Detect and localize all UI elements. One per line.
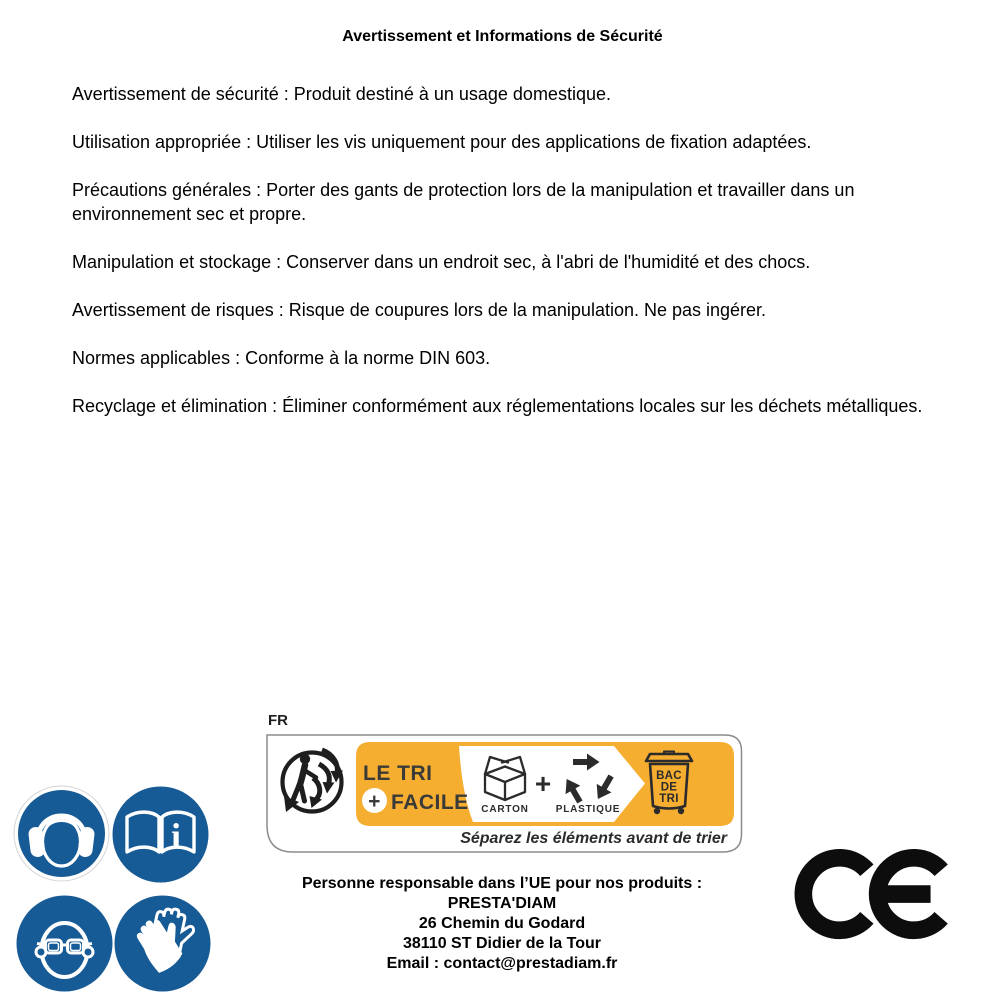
mandatory-safety-icons bbox=[13, 785, 215, 995]
responsible-intro: Personne responsable dans l’UE pour nos produits : bbox=[301, 875, 703, 892]
paragraph-precautions-generales: Précautions générales : Porter des gants de protection lors de la manipulation et travailler dans un environnement sec et propre. bbox=[72, 180, 855, 224]
responsible-company: PRESTA'DIAM bbox=[447, 895, 557, 912]
page-title: Avertissement et Informations de Sécurité bbox=[342, 28, 663, 45]
info-tri-label bbox=[266, 712, 744, 853]
bin-line: BAC bbox=[656, 770, 682, 782]
paragraph-normes-applicables: Normes applicables : Conforme à la norme DIN 603. bbox=[72, 348, 491, 368]
ce-marking bbox=[793, 849, 953, 940]
responsible-email: Email : contact@prestadiam.fr bbox=[386, 955, 618, 972]
country-code-label: FR bbox=[268, 712, 288, 729]
paragraph-avertissement-risques: Avertissement de risques : Risque de coupures lors de la manipulation. Ne pas ingérer. bbox=[72, 300, 767, 320]
eu-responsible-block bbox=[252, 874, 752, 974]
info-tri-graphic bbox=[266, 734, 743, 853]
responsible-street: 26 Chemin du Godard bbox=[418, 915, 586, 932]
read-instructions-icon bbox=[112, 786, 209, 883]
plastique-label: PLASTIQUE bbox=[555, 804, 621, 815]
paragraph-manipulation-stockage: Manipulation et stockage : Conserver dans un endroit sec, à l'abri de l'humidité et des chocs. bbox=[72, 252, 811, 272]
plus-badge-text: + bbox=[368, 790, 381, 813]
tagline-text: Séparez les éléments avant de trier bbox=[460, 830, 727, 847]
responsible-city: 38110 ST Didier de la Tour bbox=[403, 935, 601, 952]
info-i-glyph: i bbox=[170, 816, 182, 856]
materials-plus: + bbox=[534, 768, 552, 799]
paragraph-avertissement-securite: Avertissement de sécurité : Produit destiné à un usage domestique. bbox=[72, 84, 611, 104]
wear-ear-protection-icon bbox=[13, 785, 110, 882]
safety-paragraphs bbox=[72, 82, 930, 442]
wear-gloves-icon bbox=[114, 895, 211, 992]
carton-label: CARTON bbox=[481, 804, 529, 815]
paragraph-utilisation-appropriee: Utilisation appropriée : Utiliser les vis uniquement pour des applications de fixation adaptées. bbox=[72, 132, 812, 152]
bin-line: DE bbox=[660, 781, 678, 794]
bin-line: TRI bbox=[659, 793, 679, 805]
paragraph-recyclage-elimination: Recyclage et élimination : Éliminer conformément aux réglementations locales sur les déchets métalliques. bbox=[72, 396, 923, 416]
wear-eye-protection-icon bbox=[16, 895, 113, 992]
facile-text: FACILE bbox=[391, 791, 469, 814]
ce-marking-text bbox=[0, 0, 1, 1]
le-tri-text: LE TRI bbox=[363, 762, 433, 785]
